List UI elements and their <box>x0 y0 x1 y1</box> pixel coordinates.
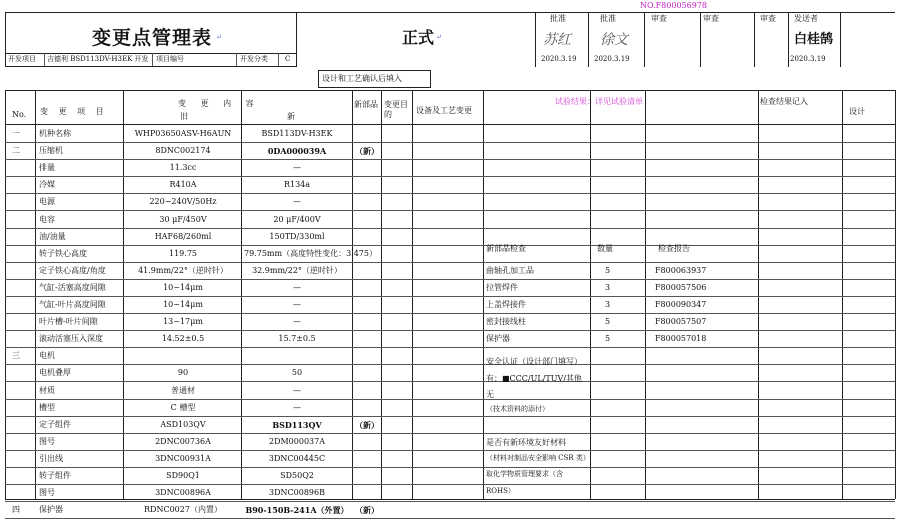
row-new-value: 2DM000037A <box>268 437 325 446</box>
grid-hline <box>5 347 895 348</box>
new-part-report: F800090347 <box>655 300 707 309</box>
row-item: 材质 <box>39 386 55 395</box>
row-new-value: — <box>293 283 301 292</box>
new-part-qty: 5 <box>605 317 611 326</box>
row-item: 油/油量 <box>39 232 66 241</box>
row-new-value: 15.7±0.5 <box>278 334 316 343</box>
grid-hline <box>5 399 895 400</box>
row-old-value: RDNC0027（内置） <box>144 505 222 514</box>
return-mark: ↵ <box>216 33 222 41</box>
grid-hline <box>5 262 895 263</box>
approval-divider <box>588 12 589 67</box>
return-mark: ↵ <box>436 33 442 41</box>
header-left-border <box>5 12 6 67</box>
row-old-value: 220~240V/50Hz <box>149 197 217 206</box>
row-old-value: R410A <box>169 180 197 189</box>
row-item: 电源 <box>39 197 55 206</box>
row-old-value: HAF68/260ml <box>154 232 212 241</box>
category-value: C <box>285 55 291 63</box>
row-item: 滚动活塞压入深度 <box>39 334 103 343</box>
row-item: 定子组件 <box>39 420 71 429</box>
row-item: 图号 <box>39 488 55 497</box>
col-header-change-content: 变 更 内 容 <box>178 99 260 108</box>
safety-cert-label: 安全认证（设计部门填写） <box>486 357 582 366</box>
grid-hline <box>5 228 895 229</box>
new-part-report: F800057018 <box>655 334 707 343</box>
doc-number: NO.F800056978 <box>640 1 707 10</box>
grid-vline <box>645 90 646 499</box>
row-old-value: C 槽型 <box>170 403 196 412</box>
new-part-qty: 3 <box>605 300 611 309</box>
grid-hline <box>5 330 895 331</box>
grid-hline <box>5 124 895 125</box>
rohs-hint: （材料对制品安全影响 CSR 类） <box>486 454 590 462</box>
qty-header: 数量 <box>597 244 613 253</box>
row-old-value: ASD103QV <box>160 420 206 429</box>
grid-hline <box>5 193 895 194</box>
approval-date: 2020.3.19 <box>790 55 826 63</box>
report-header: 检查报告 <box>658 244 690 253</box>
row-item: 机种名称 <box>39 129 71 138</box>
col-header-old: 旧 <box>180 112 188 121</box>
row-item: 定子铁心高度/角度 <box>39 266 106 275</box>
row-item: 图号 <box>39 437 55 446</box>
new-part-name: 保护器 <box>486 334 510 343</box>
row-item: 引出线 <box>39 454 63 463</box>
approval-label: 批准 <box>550 14 566 23</box>
grid-hline <box>5 381 895 382</box>
grid-vline <box>483 90 484 499</box>
new-part-name: 密封接线柱 <box>486 317 526 326</box>
project-value: 吉德利 BSD113DV-H3EK 开发 <box>47 55 149 63</box>
project-label: 开发项目 <box>8 55 36 63</box>
header-title-divider <box>296 12 297 67</box>
approval-label: 审查 <box>651 14 667 23</box>
row-item: 电机 <box>39 351 55 360</box>
new-part-report: F800057506 <box>655 283 707 292</box>
new-part-name: 曲轴孔加工品 <box>486 266 534 275</box>
row-new-value: 32.9mm/22°（逆时针） <box>252 266 342 275</box>
new-part-name: 拉管焊件 <box>486 283 518 292</box>
row-item: 保护器 <box>39 505 63 514</box>
approval-label: 审查 <box>703 14 719 23</box>
grid-hline <box>5 159 895 160</box>
grid-vline <box>35 90 36 499</box>
grid-hline <box>5 501 895 502</box>
col-header-new: 新 <box>287 112 295 121</box>
row-new-value: 79.75mm（高度特性变化：3.475） <box>244 249 377 258</box>
grid-hline <box>5 90 895 91</box>
approval-label: 发送者 <box>794 14 818 23</box>
approval-signature: 徐文 <box>600 32 628 48</box>
approval-divider <box>644 12 645 67</box>
row-item: 排量 <box>39 163 55 172</box>
approval-divider <box>840 12 841 67</box>
row-item: 压缩机 <box>39 146 63 155</box>
row-item: 叶片槽-叶片间隙 <box>39 317 98 326</box>
row-old-value: 13~17μm <box>163 317 203 326</box>
row-new-value: 20 μF/400V <box>273 215 321 224</box>
grid-hline <box>5 364 895 365</box>
row-old-value: 10~14μm <box>163 300 203 309</box>
col-header-equipment: 设备及工艺变更 <box>416 106 472 115</box>
grid-hline <box>5 279 895 280</box>
row-new-part-mark: （新） <box>355 505 379 515</box>
grid-hline <box>5 313 895 314</box>
cert-note: （技术资料的添付） <box>486 405 549 413</box>
approval-label: 批准 <box>600 14 616 23</box>
grid-vline <box>123 90 124 499</box>
grid-hline <box>5 433 895 434</box>
row-old-value: 90 <box>177 368 189 377</box>
new-part-report: F800057507 <box>655 317 707 326</box>
row-old-value: 14.52±0.5 <box>161 334 205 343</box>
grid-vline <box>412 90 413 499</box>
row-old-value: 30 μF/450V <box>159 215 207 224</box>
row-new-part-mark: （新） <box>355 146 379 156</box>
grid-vline <box>895 90 896 499</box>
row-old-value: 119.75 <box>169 249 197 258</box>
row-new-value: — <box>293 197 301 206</box>
col-header-reason: 变更目的 <box>384 100 408 119</box>
grid-hline <box>5 467 895 468</box>
row-old-value: 2DNC00736A <box>155 437 211 446</box>
row-new-value: — <box>293 386 301 395</box>
row-new-value: 150TD/330ml <box>269 232 325 241</box>
project-row-bottom <box>5 66 296 67</box>
row-item: 气缸-叶片高度间隙 <box>39 300 106 309</box>
row-item: 槽型 <box>39 403 55 412</box>
row-number: 四 <box>12 505 20 514</box>
header-top-line <box>5 12 895 13</box>
row-item: 转子组件 <box>39 471 71 480</box>
col-header-design: 设计 <box>849 107 865 116</box>
row-old-value: SD90Q1 <box>166 471 200 480</box>
new-part-report: F800063937 <box>655 266 707 275</box>
new-part-name: 上盖焊接件 <box>486 300 526 309</box>
grid-hline <box>5 416 895 417</box>
approval-signature: 苏红 <box>543 32 571 48</box>
project-row-top <box>5 53 296 54</box>
row-new-value: 3DNC00445C <box>268 454 326 463</box>
row-old-value: WHP03650ASV-H6AUN <box>134 129 232 138</box>
cert-none: 无 <box>486 390 494 399</box>
row-new-value: — <box>293 317 301 326</box>
formal-label: 正式 <box>402 28 435 47</box>
new-part-qty: 5 <box>605 334 611 343</box>
grid-hline <box>5 142 895 143</box>
row-old-value: 普通材 <box>171 386 195 395</box>
row-old-value: 10~14μm <box>163 283 203 292</box>
col-header-test-result: 试验结果：详见试验清单 <box>555 97 643 106</box>
row-item: 转子铁心高度 <box>39 249 87 258</box>
row-item: 电机叠厚 <box>39 368 71 377</box>
project-no-label: 项目编号 <box>156 55 184 63</box>
row-new-part-mark: （新） <box>355 420 379 430</box>
grid-hline <box>5 499 895 500</box>
row-old-value: 8DNC002174 <box>155 146 211 155</box>
row-old-value: 11.3cc <box>169 163 197 172</box>
grid-vline <box>758 90 759 499</box>
row-old-value: 3DNC00931A <box>155 454 211 463</box>
grid-hline <box>5 176 895 177</box>
chem-mgmt-label: 取化学物质管理要求（含 <box>486 470 563 478</box>
row-number: 三 <box>12 351 20 360</box>
category-label: 开发分类 <box>240 55 268 63</box>
header-formal-divider <box>535 12 536 67</box>
approval-divider <box>700 12 701 67</box>
row-new-value: — <box>293 300 301 309</box>
rohs-label: ROHS） <box>486 487 515 495</box>
grid-hline <box>5 296 895 297</box>
col-header-no: No. <box>12 110 27 119</box>
row-new-value: BSD113DV-H3EK <box>261 129 333 138</box>
project-cell-divider <box>44 53 45 66</box>
col-header-new-part: 新部品 <box>354 100 378 109</box>
confirm-note: 设计和工艺确认后填入 <box>322 74 402 83</box>
row-new-value: BSD113QV <box>272 420 322 430</box>
row-old-value: 41.9mm/22°（逆时针） <box>138 266 228 275</box>
grid-hline <box>5 210 895 211</box>
approval-divider <box>788 12 789 67</box>
approval-label: 审查 <box>760 14 776 23</box>
grid-vline <box>842 90 843 499</box>
new-part-qty: 5 <box>605 266 611 275</box>
row-new-value: B90-150B-241A（外置） <box>245 505 349 515</box>
page-title: 变更点管理表 <box>92 27 213 49</box>
row-old-value: 3DNC00896A <box>155 488 211 497</box>
grid-hline <box>5 450 895 451</box>
grid-vline <box>381 90 382 499</box>
cert-types: 有：■CCC/UL/TUV/其他 <box>486 374 582 383</box>
grid-hline <box>5 484 895 485</box>
row-new-value: R134a <box>283 180 311 189</box>
row-new-value: 50 <box>291 368 303 377</box>
row-item: 冷媒 <box>39 180 55 189</box>
project-cell-divider <box>278 53 279 66</box>
row-number: 一 <box>12 129 20 138</box>
row-number: 二 <box>12 146 20 155</box>
grid-vline <box>5 90 6 499</box>
approval-divider <box>754 12 755 67</box>
new-material-question: 是否有新环境友好材料 <box>486 438 566 447</box>
new-parts-check-label: 新部品检查 <box>486 244 526 253</box>
project-cell-divider <box>236 53 237 66</box>
row-new-value: SD50Q2 <box>280 471 314 480</box>
approval-signature: 白桂鹄 <box>794 32 834 47</box>
approval-date: 2020.3.19 <box>541 55 577 63</box>
project-cell-divider <box>152 53 153 66</box>
col-header-check-record: 检查结果记入 <box>760 97 808 106</box>
grid-vline <box>352 90 353 499</box>
grid-vline <box>241 90 242 499</box>
new-part-qty: 3 <box>605 283 611 292</box>
grid-vline <box>590 90 591 499</box>
row-new-value: 0DA000039A <box>267 146 327 156</box>
grid-hline <box>5 245 895 246</box>
row-new-value: — <box>293 163 301 172</box>
row-new-value: 3DNC00896B <box>269 488 325 497</box>
row-item: 气缸-活塞高度间隙 <box>39 283 106 292</box>
approval-date: 2020.3.19 <box>594 55 630 63</box>
row-item: 电容 <box>39 215 55 224</box>
col-header-item: 变 更 项 目 <box>40 107 108 116</box>
row-new-value: — <box>293 403 301 412</box>
